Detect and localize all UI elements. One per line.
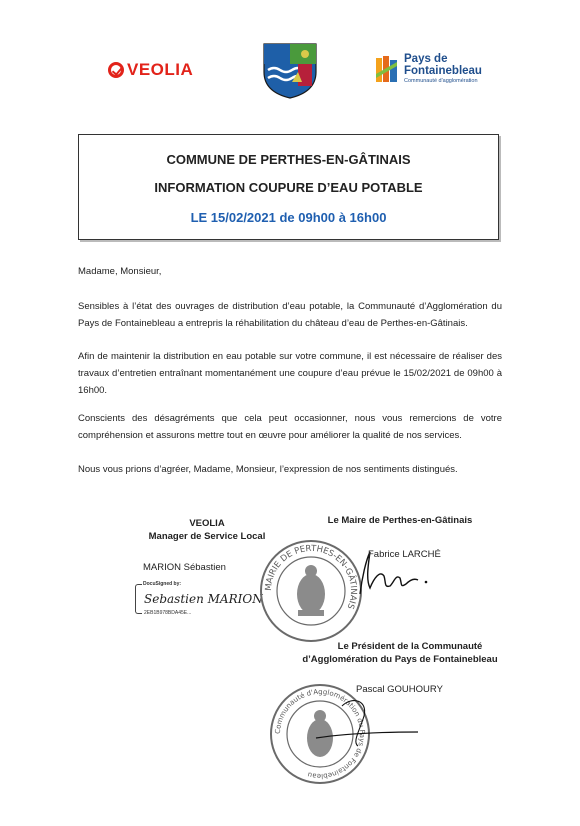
docusign-signature: Sebastien MARION bbox=[144, 592, 263, 606]
docusign-bracket bbox=[135, 584, 142, 614]
docusign-block bbox=[130, 581, 263, 621]
pays-fontainebleau-logo bbox=[376, 54, 482, 85]
title-date: LE 15/02/2021 de 09h00 à 16h00 bbox=[190, 210, 387, 225]
veolia-logo-text: VEOLIA bbox=[127, 60, 194, 79]
pays-logo-line2: Fontainebleau bbox=[404, 64, 482, 77]
pays-logo-line1: Pays de bbox=[404, 53, 448, 65]
mairie-seal-text: MAIRIE DE PERTHES-EN-GÂTINAIS bbox=[263, 543, 359, 611]
veolia-signatory-person: MARION Sébastien bbox=[143, 562, 226, 573]
docusign-label: DocuSigned by: bbox=[143, 581, 182, 587]
commune-crest-icon bbox=[262, 42, 318, 100]
veolia-signatory-role: Manager de Service Local bbox=[148, 531, 266, 542]
paragraph-2: Afin de maintenir la distribution en eau potable sur votre commune, il est nécessaire de réaliser des travaux d’entretien entraînant momentanément une coupure d’eau prévue le 15/02/2021 de 09h00 à 16h00. bbox=[78, 351, 502, 396]
title-box bbox=[78, 134, 499, 240]
title-commune: COMMUNE DE PERTHES-EN-GÂTINAIS bbox=[166, 152, 411, 167]
agglomeration-seal-text: Communauté d'Agglomération du Pays de Fontainebleau bbox=[273, 687, 367, 781]
title-subject: INFORMATION COUPURE D’EAU POTABLE bbox=[154, 180, 423, 195]
veolia-signatory-org: VEOLIA bbox=[189, 518, 225, 529]
maire-person: Fabrice LARCHÉ bbox=[368, 549, 441, 560]
docusign-id: 2EB1B978BDA45E... bbox=[144, 610, 192, 616]
president-title-line2: d’Agglomération du Pays de Fontainebleau bbox=[302, 654, 498, 665]
president-title-line1: Le Président de la Communauté bbox=[337, 641, 483, 652]
veolia-logo bbox=[108, 60, 193, 80]
paragraph-1: Sensibles à l’état des ouvrages de distribution d’eau potable, la Communauté d’Agglomération du Pays de Fontainebleau a entrepris la réhabilitation du château d’eau de Perthes-en-Gâtinais. bbox=[78, 301, 502, 329]
president-handwritten-signature bbox=[312, 686, 422, 756]
paragraph-3: Conscients des désagréments que cela peut occasionner, nous vous remercions de votre compréhension et assurons mettre tout en œuvre pour améliorer la qualité de nos services. bbox=[78, 413, 502, 441]
paragraph-4: Nous vous prions d’agréer, Madame, Monsieur, l’expression de nos sentiments distingués. bbox=[78, 464, 458, 475]
pays-logo-line3: Communauté d'agglomération bbox=[404, 78, 478, 84]
veolia-mark-icon bbox=[108, 62, 124, 78]
salutation: Madame, Monsieur, bbox=[78, 266, 162, 277]
pays-fontainebleau-mark-icon bbox=[376, 54, 398, 84]
president-person: Pascal GOUHOURY bbox=[356, 684, 443, 695]
maire-title: Le Maire de Perthes-en-Gâtinais bbox=[327, 515, 473, 526]
